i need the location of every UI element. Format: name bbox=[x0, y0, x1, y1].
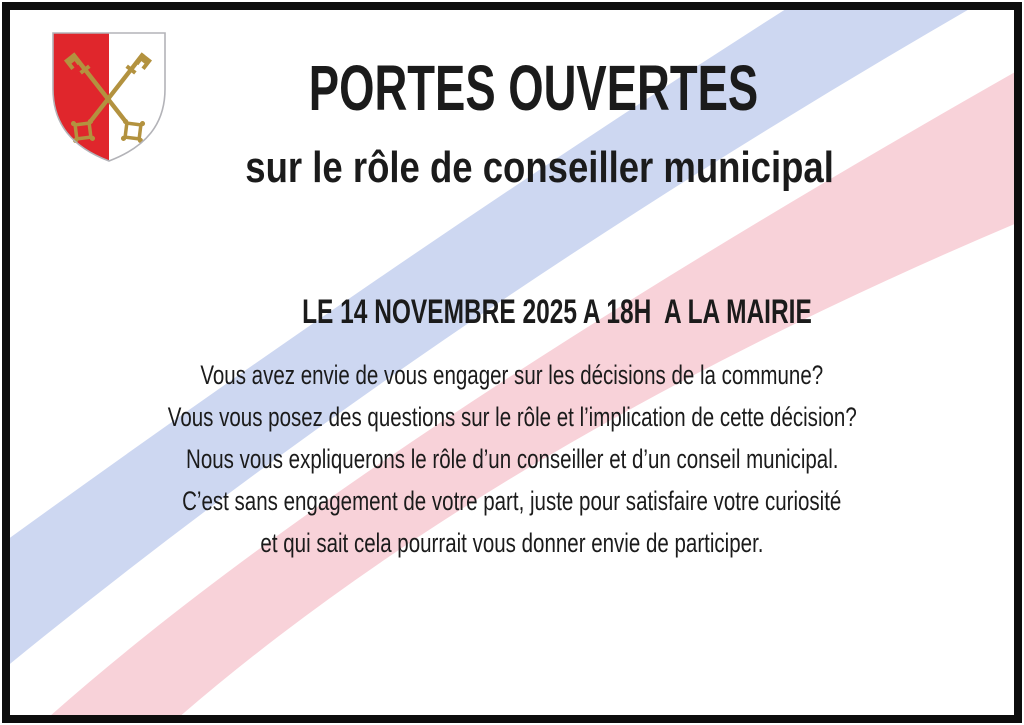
body-line-text: et qui sait cela pourrait vous donner envie de participer. bbox=[260, 528, 764, 558]
body-line-text: Nous vous expliquerons le rôle d’un conseiller et d’un conseil municipal. bbox=[185, 444, 839, 474]
body-line-text: Vous vous posez des questions sur le rôle et l’implication de cette décision? bbox=[167, 402, 857, 432]
body-line-text: C’est sans engagement de votre part, juste pour satisfaire votre curiosité bbox=[182, 486, 842, 516]
body-line-text: Vous avez envie de vous engager sur les décisions de la commune? bbox=[200, 360, 824, 390]
poster-content-layer bbox=[2, 2, 1022, 723]
poster-subtitle bbox=[28, 144, 1022, 192]
page-title-text: PORTES OUVERTES bbox=[308, 52, 758, 124]
event-date-text: LE 14 NOVEMBRE 2025 A 18H A LA MAIRIE bbox=[302, 293, 813, 332]
body-line bbox=[2, 480, 1022, 522]
text-layer bbox=[2, 2, 1022, 723]
body-line bbox=[2, 354, 1022, 396]
event-date-line bbox=[2, 257, 1022, 369]
body-line bbox=[2, 522, 1022, 564]
body-text-block bbox=[2, 354, 1022, 564]
body-line bbox=[2, 438, 1022, 480]
poster-subtitle-text: sur le rôle de conseiller municipal bbox=[245, 143, 835, 192]
body-line bbox=[2, 396, 1022, 438]
poster-frame bbox=[2, 2, 1022, 723]
page-title bbox=[21, 53, 1022, 123]
